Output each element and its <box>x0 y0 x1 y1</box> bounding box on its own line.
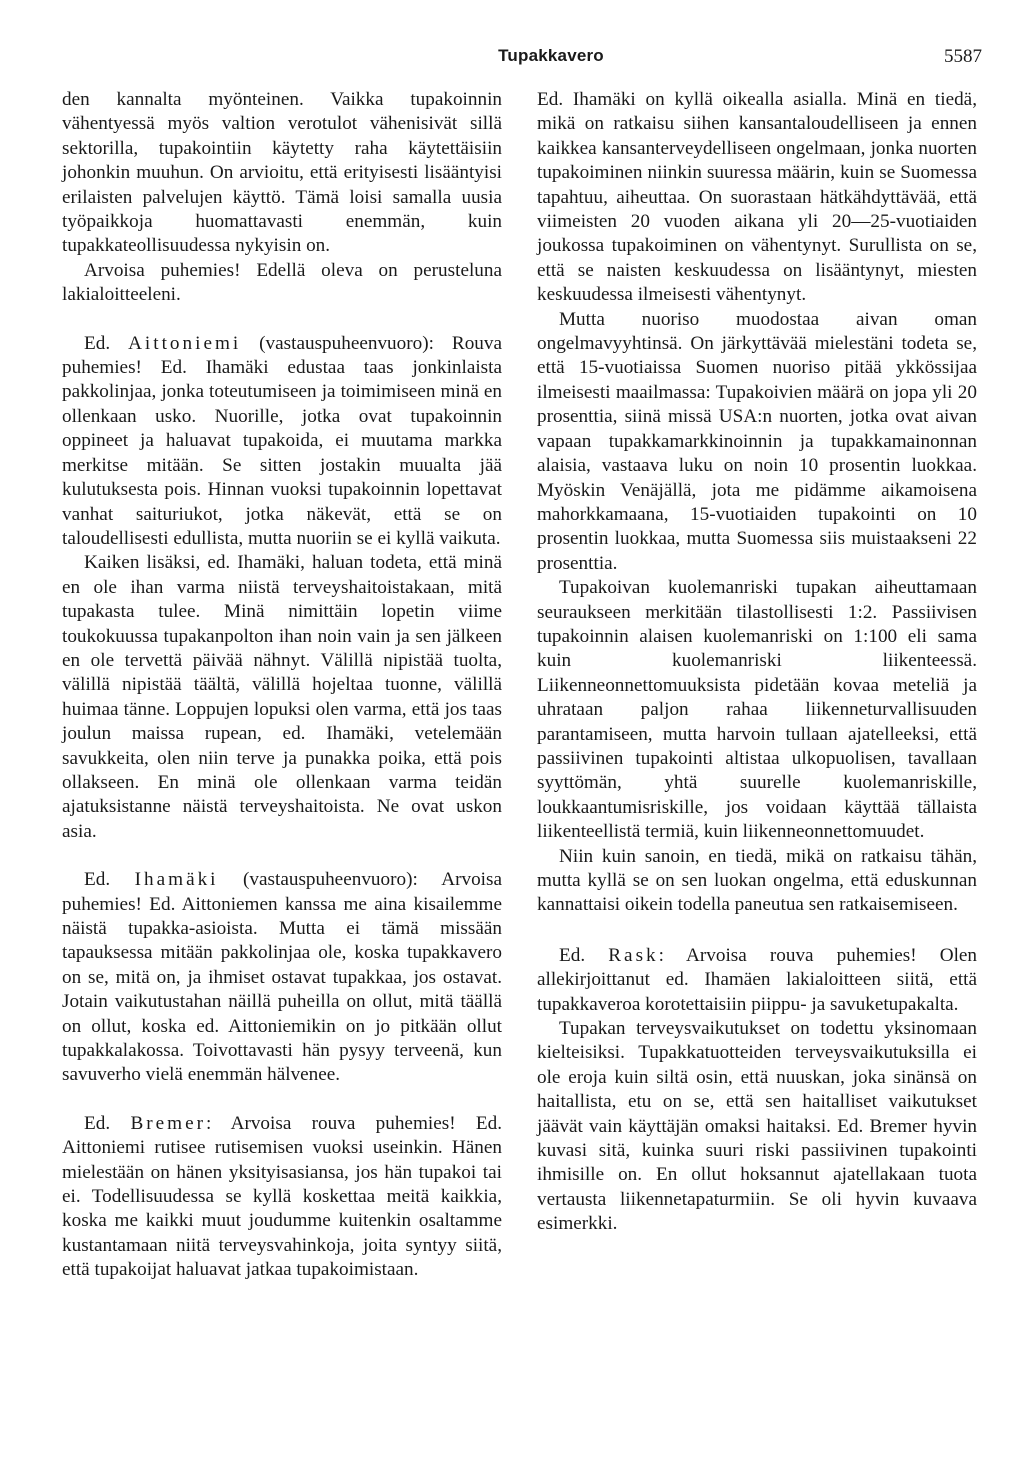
speaker-name: Aittoniemi <box>128 332 242 354</box>
speech-paragraph <box>62 332 502 552</box>
paragraph: Niin kuin sanoin, en tiedä, mikä on ratkaisu tähän, mutta kyllä se on sen luokan ongelma, että eduskunnan kannattaisi oikein todella paneutua sen ratkaisemiseen. <box>537 845 977 916</box>
paragraph: Arvoisa puhemies! Edellä oleva on perusteluna lakialoitteeleni. <box>62 259 502 306</box>
running-title: Tupakkavero <box>498 46 604 65</box>
speech-prefix: Ed. <box>84 869 111 891</box>
paragraph: Ed. Ihamäki on kyllä oikealla asialla. Minä en tiedä, mikä on ratkaisu siihen kansantaloudelliseen ja ennen kaikkea kansanterveydelliseen ongelmaan, jonka nuorten tupakoiminen niinkin suuressa määrin, kuin se Suomessa tapahtuu, aiheuttaa. On suorastaan hätkähdyttävää, että viimeisten 20 vuoden aikana yli 20—25-vuotiaiden joukossa tupakoiminen on vähentynyt. Surullista on se, että se naisten keskuudessa on lisääntynyt, miesten keskuudessa ilmeisesti vähentynyt. <box>537 89 977 306</box>
paragraph: Tupakoivan kuolemanriski tupakan aiheuttamaan seuraukseen merkitään tilastollisesti 1:2. Passiivisen tupakoinnin alaisen kuolemanriski on 1:100 eli sama kuin kuolemanriski liikenteessä. Liikenneonnettomuuksista pidetään kovaa meteliä ja uhrataan paljon rahaa liikenneturvallisuuden parantamiseen, mutta harvoin tullaan ajatelleeksi, että passiivinen tupakointi altistaa ulkopuolisen, tavallaan syyttömän, yhtä suurelle kuolemanriskille, loukkaantumisriskille, jos voidaan käyttää tällaista liikenteellistä termiä, kuin liikenneonnettomuudet. <box>537 577 977 843</box>
paragraph: Tupakan terveysvaikutukset on todettu yksinomaan kielteisiksi. Tupakkatuotteiden terveysvaikutuksilla ei ole eroja kuin siltä osin, että nuuskan, joka sinänsä on haitallista, etu on se, että sen haitalliset vaikutukset jäävät vain käyttäjän omaksi haitaksi. Ed. Bremer hyvin kuvasi sitä, kuinka suuri riski passiivinen tupakointi ihmisille on. En ollut hoksannut ajatellakaan tuota vertausta liikennetapaturmiin. Se oli hyvin kuvaava esimerkki. <box>537 1018 977 1235</box>
left-column <box>62 88 502 1283</box>
speaker-name: Rask <box>608 944 659 966</box>
page-number: 5587 <box>944 46 982 67</box>
speech-text: : Arvoisa rouva puhemies! Ed. Aittoniemi rutisee rutisemisen vuoksi useinkin. Hänen mielestään on hänen yksityisasiansa, jos hän tupakoi tai ei. Todellisuudessa se kyllä koskettaa meitä kaikkia, koska me kaikki muut joudumme kuitenkin osaltamme kustantamaan niitä terveysvahinkoja, joita syntyy siitä, että tupakoijat haluavat jatkaa tupakoimistaan. <box>62 1112 503 1281</box>
speech-prefix: Ed. <box>84 1112 111 1134</box>
right-column <box>537 88 977 1237</box>
page-header <box>60 46 982 76</box>
speech-paragraph <box>537 944 977 1017</box>
speech-text: (vastauspuheenvuoro): Rouva puhemies! Ed. Ihamäki edustaa taas jonkinlaista pakkolinjaa, jonka toteutumiseen ja toimimiseen minä en ollenkaan usko. Nuorille, jotka ovat tupakoinnin oppineet ja haluavat tupakoida, ei muutama markka merkitse mitään. Se sitten jostakin muualta jää kulutuksesta pois. Hinnan vuoksi tupakoinnin lopettavat vanhat saituriukot, jotka näkevät, että se on taloudellisesti edullista, mutta nuoriin se ei kyllä vaikuta. <box>62 332 502 549</box>
paragraph: Kaiken lisäksi, ed. Ihamäki, haluan todeta, että minä en ole ihan varma niistä terveyshaitoistakaan, mitä tupakasta tulee. Minä nimittäin lopetin viime toukokuussa tupakanpolton ihan noin vain ja sen jälkeen en ole tervettä päivää nähnyt. Välillä nipistää tuolta, välillä nipistää täältä, välillä hojeltaa tuonne, välillä huimaa tänne. Loppujen lopuksi olen varma, että jos taas joulun maissa rupean, ed. Ihamäki, vetelemään savukkeita, olen niin terve ja punakka poika, että pois ollakseen. En minä ole ollenkaan varma teidän ajatuksistanne näistä terveyshaitoista. Ne ovat uskon asia. <box>62 552 502 842</box>
speaker-name: Bremer <box>130 1112 206 1134</box>
speech-prefix: Ed. <box>559 944 586 966</box>
speech-prefix: Ed. <box>84 332 111 354</box>
speech-paragraph <box>62 868 502 1088</box>
speaker-name: Ihamäki <box>134 869 219 891</box>
paragraph: Mutta nuoriso muodostaa aivan oman ongelmavyyhtinsä. On järkyttävää mielestäni todeta se, että 15-vuotiaissa Suomen nuoriso pitää ykkössijaa ilmeisesti maailmassa: Tupakoivien määrä on jopa yli 20 prosenttia, siinä missä USA:n nuorten, jotka ovat aivan vapaan tupakkamarkkinoinnin ja tupakkamainonnan alaisia, vastaava luku on noin 10 prosentin luokkaa. Myöskin Venäjällä, jota me pidämme aikamoisena mahorkkamaana, 15-vuotiaiden tupakointi on 10 prosentin luokkaa, mutta Suomessa siis muistaakseni 22 prosenttia. <box>537 308 977 574</box>
speech-text: : Arvoisa rouva puhemies! Olen allekirjoittanut ed. Ihamäen lakialoitteen siitä, että tupakkaveroa korotettaisiin piippu- ja savuketupakalta. <box>537 944 978 1015</box>
speech-text: (vastauspuheenvuoro): Arvoisa puhemies! Ed. Aittoniemen kanssa me aina kisailemme näistä tupakka-asioista. Mutta ei tämä missään tapauksessa mitään pakkolinjaa ole, koska tupakkavero on se, mitä on, ja ihmiset ostavat tupakkaa, jos ostavat. Jotain vaikutustahan näillä puheilla on ollut, mitä täällä on ollut, koska ed. Aittoniemikin on jo pitkään ollut tupakkalakossa. Toivottavasti hän pysyy terveenä, kun savuverho vielä enemmän hälvenee. <box>62 869 502 1086</box>
paragraph: den kannalta myönteinen. Vaikka tupakoinnin vähentyessä myös valtion verotulot vähenisivät sillä sektorilla, tupakointiin käytetty raha käytettäisiin johonkin muuhun. On arvioitu, että erityisesti lisääntyisi erilaisten palvelujen käyttö. Tämä loisi samalla uusia työpaikkoja huomattavasti enemmän, kuin tupakkateollisuudessa nykyisin on. <box>62 89 502 257</box>
speech-paragraph <box>62 1112 502 1283</box>
